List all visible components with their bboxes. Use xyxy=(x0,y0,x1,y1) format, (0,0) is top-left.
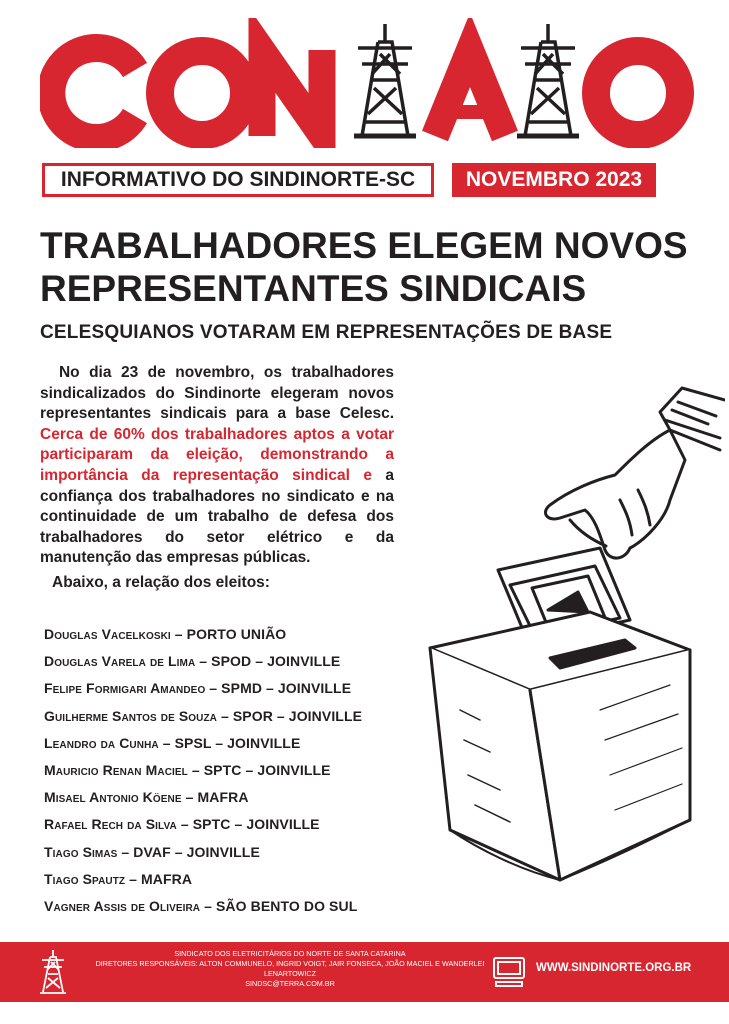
website-link[interactable]: WWW.SINDINORTE.ORG.BR xyxy=(536,962,692,974)
list-item: Tiago Spautz – MAFRA xyxy=(44,870,193,887)
footer-bar xyxy=(0,942,729,1002)
transmission-tower-icon xyxy=(38,948,68,996)
footer-org-name: SINDICATO DOS ELETRICITÁRIOS DO NORTE DE SANTA CATARINA xyxy=(174,949,406,958)
article-subheadline: CELESQUIANOS VOTARAM EM REPRESENTAÇÕES DE BASE xyxy=(40,322,613,343)
list-item: Douglas Vacelkoski – PORTO UNIÃO xyxy=(44,626,287,642)
paragraph-text-end: a confiança dos trabalhadores no sindicato e na continuidade de um trabalho de defesa dos trabalhadores do setor elétrico e da manutenção das empresas públicas. xyxy=(40,466,394,567)
issue-date-text: NOVEMBRO 2023 xyxy=(465,168,643,191)
list-item: Leandro da Cunha – SPSL – JOINVILLE xyxy=(44,734,301,751)
footer-credits xyxy=(90,949,490,989)
list-item: Mauricio Renan Maciel – SPTC – JOINVILLE xyxy=(44,761,331,778)
article-paragraph xyxy=(40,363,394,569)
ballot-box-illustration xyxy=(420,380,725,890)
list-item: Felipe Formigari Amandeo – SPMD – JOINVILLE xyxy=(44,680,352,697)
list-item: Vagner Assis de Oliveira – SÃO BENTO DO SUL xyxy=(44,897,358,914)
list-item: Rafael Rech da Silva – SPTC – JOINVILLE xyxy=(44,816,320,833)
list-item: Tiago Simas – DVAF – JOINVILLE xyxy=(44,843,260,860)
masthead-logo xyxy=(40,18,700,148)
transmission-tower-icon xyxy=(517,24,579,136)
list-item: Douglas Varela de Lima – SPOD – JOINVILLE xyxy=(44,653,341,670)
issue-date-badge xyxy=(452,163,656,197)
footer-email: SINDSC@TERRA.COM.BR xyxy=(245,979,335,988)
logo-graphic xyxy=(40,18,700,148)
article-headline: TRABALHADORES ELEGEM NOVOS REPRESENTANTES SINDICAIS xyxy=(40,225,688,309)
publication-tag-text: INFORMATIVO DO SINDINORTE-SC xyxy=(60,168,416,191)
paragraph-highlight: Cerca de 60% dos trabalhadores aptos a votar participaram da eleição, demonstrando a importância da representação sindical e xyxy=(40,425,394,484)
publication-tag xyxy=(42,163,434,197)
transmission-tower-icon xyxy=(354,24,416,136)
paragraph-text-start: No dia 23 de novembro, os trabalhadores sindicalizados do Sindinorte elegeram novos representantes sindicais para a base Celesc. xyxy=(40,364,394,423)
elected-list-intro: Abaixo, a relação dos eleitos: xyxy=(52,574,270,591)
footer-directors: DIRETORES RESPONSÁVEIS: ALTON COMMUNELO, INGRID VOIGT, JAIR FONSECA, JOÃO MACIEL E WANDERLEI LENARTOWICZ xyxy=(95,959,485,978)
list-item: Misael Antonio Köene – MAFRA xyxy=(44,789,249,806)
computer-icon xyxy=(492,956,526,988)
list-item: Guilherme Santos de Souza – SPOR – JOINVILLE xyxy=(44,707,363,724)
elected-list xyxy=(44,626,362,925)
